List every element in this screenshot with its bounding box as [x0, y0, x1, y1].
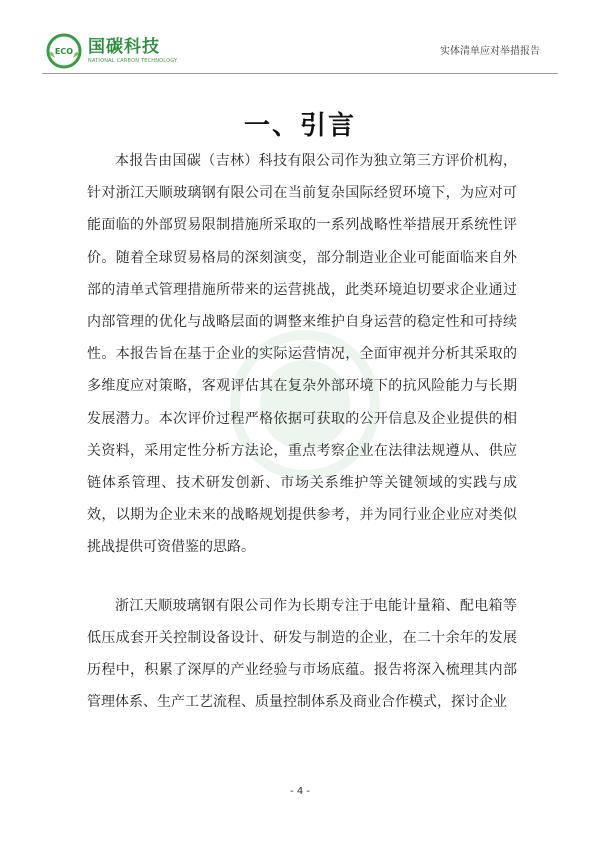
- page-title: 一、引言: [243, 111, 356, 142]
- company-logo: [46, 33, 177, 69]
- header-divider: [42, 73, 558, 74]
- logo-mark-text: ECO: [54, 47, 74, 56]
- body-text: [87, 145, 517, 718]
- logo-name-en: NATIONAL CARBON TECHNOLOGY: [88, 57, 178, 64]
- page-number: - 4 -: [290, 786, 310, 797]
- document-tag: 实体清单应对举措报告: [440, 46, 540, 57]
- paragraph-2: 浙江天顺玻璃钢有限公司作为长期专注于电能计量箱、配电箱等低压成套开关控制设备设计、研发与制造的企业，在二十余年的发展历程中，积累了深厚的产业经验与市场底蕴。报告将深入梳理其内部管理体系、生产工艺流程、质量控制体系及商业合作模式，探讨企业: [87, 597, 517, 711]
- paragraph-1: 本报告由国碳（吉林）科技有限公司作为独立第三方评价机构，针对浙江天顺玻璃钢有限公司在当前复杂国际经贸环境下，为应对可能面临的外部贸易限制措施所采取的一系列战略性举措展开系统性评价。随着全球贸易格局的深刻演变，部分制造业企业可能面临来自外部的清单式管理措施所带来的运营挑战，此类环境迫切要求企业通过内部管理的优化与战略层面的调整来维护自身运营的稳定性和可持续性。本报告旨在基于企业的实际运营情况，全面审视并分析其采取的多维度应对策略，客观评估其在复杂外部环境下的抗风险能力与长期发展潜力。本次评价过程严格依据可获取的公开信息及企业提供的相关资料，采用定性分析方法论，重点考察企业在法律法规遵从、供应链体系管理、技术研发创新、市场关系维护等关键领域的实践与成效，以期为企业未来的战略规划提供参考，并为同行业企业应对类似挑战提供可资借鉴的思路。: [87, 153, 517, 556]
- eco-logo-icon: [46, 33, 82, 69]
- page-header: [0, 0, 600, 80]
- logo-name-cn: 国碳科技: [88, 36, 160, 57]
